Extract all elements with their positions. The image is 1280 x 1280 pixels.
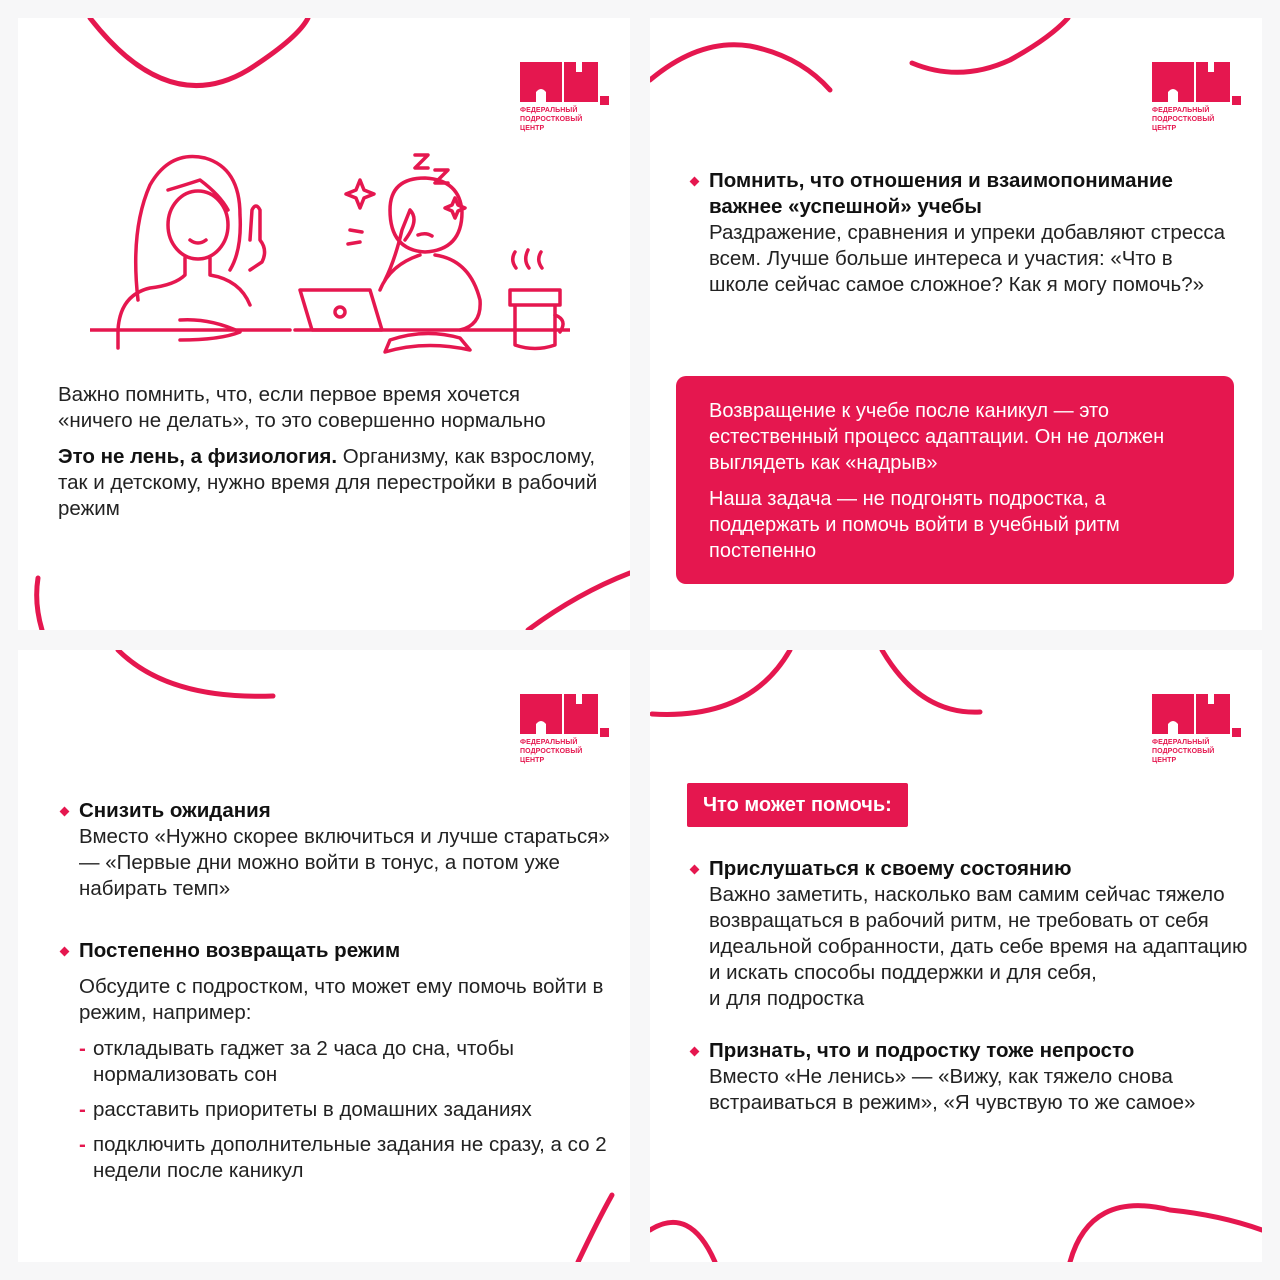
list-item — [688, 1038, 1248, 1116]
callout-paragraph: Наша задача — не подгонять подростка, а поддержать и помочь войти в учебный ритм постепенно — [709, 488, 1120, 562]
tips-list — [688, 168, 1228, 298]
physiology-bold: Это не лень, а физиология. — [58, 445, 338, 468]
intro-paragraph: Важно помнить, что, если первое время хочется «ничего не делать», то это совершенно нормально — [58, 383, 546, 432]
item-title: Помнить, что отношения и взаимопонимание важнее «успешной» учебы — [709, 169, 1173, 218]
item-title: Прислушаться к своему состоянию — [709, 857, 1072, 880]
sub-item-text: откладывать гаджет за 2 часа до сна, чтобы нормализовать сон — [93, 1037, 515, 1086]
slide-4 — [650, 650, 1262, 1262]
list-item — [688, 856, 1248, 1012]
item-body: Вместо «Нужно скорее включиться и лучше стараться» — «Первые дни можно войти в тонус, а потом уже набирать темп» — [79, 825, 610, 900]
bullet-diamond-icon — [60, 947, 70, 957]
item-title: Постепенно возвращать режим — [79, 939, 401, 962]
dash-marker: - — [79, 1098, 86, 1121]
sub-item — [79, 1036, 613, 1088]
dash-marker: - — [79, 1037, 86, 1060]
item-body: Важно заметить, насколько вам самим сейчас тяжело возвращаться в рабочий ритм, не требовать от себя идеальной собранности, дать себе время на адаптацию и искать способы поддержки и для себя, и для подростка — [709, 883, 1248, 1010]
logo — [520, 694, 612, 766]
logo-text: ФЕДЕРАЛЬНЫЙ ПОДРОСТКОВЫЙ ЦЕНТР — [520, 107, 583, 132]
list-item — [58, 798, 613, 902]
list-item — [58, 938, 613, 1184]
logo — [1152, 62, 1244, 134]
bullet-diamond-icon — [690, 865, 700, 875]
item-title: Признать, что и подростку тоже непросто — [709, 1039, 1135, 1062]
physiology-paragraph — [58, 444, 598, 522]
sub-item-text: подключить дополнительные задания не сразу, а со 2 недели после каникул — [93, 1133, 607, 1182]
sub-item — [79, 1097, 613, 1123]
slide-1 — [18, 18, 630, 630]
slide-2 — [650, 18, 1262, 630]
logo-text: ФЕДЕРАЛЬНЫЙ ПОДРОСТКОВЫЙ ЦЕНТР — [520, 739, 583, 764]
key-message-callout — [676, 376, 1234, 584]
tips-list — [58, 798, 613, 1184]
section-heading-chip: Что может помочь: — [687, 783, 908, 827]
parent-and-tired-teen-illustration — [90, 140, 570, 360]
item-body: Обсудите с подростком, что может ему помочь войти в режим, например: — [79, 975, 604, 1024]
slide-3 — [18, 650, 630, 1262]
bullet-diamond-icon — [690, 1047, 700, 1057]
dash-marker: - — [79, 1133, 86, 1156]
logo — [520, 62, 612, 134]
intro-text — [58, 382, 598, 522]
item-body: Раздражение, сравнения и упреки добавляют стресса всем. Лучше больше интереса и участия: «Что в школе сейчас самое сложное? Как я могу помочь?» — [709, 221, 1226, 296]
bullet-diamond-icon — [60, 807, 70, 817]
logo-text: ФЕДЕРАЛЬНЫЙ ПОДРОСТКОВЫЙ ЦЕНТР — [1152, 107, 1215, 132]
item-body: Вместо «Не ленись» — «Вижу, как тяжело снова встраиваться в режим», «Я чувствую то же самое» — [709, 1065, 1196, 1114]
physiology-rest: Организму, как взрослому, так и детскому, нужно время для перестройки в рабочий режим — [58, 445, 598, 520]
callout-paragraph: Возвращение к учебе после каникул — это естественный процесс адаптации. Он не должен выглядеть как «надрыв» — [709, 400, 1165, 474]
item-title: Снизить ожидания — [79, 799, 271, 822]
bullet-diamond-icon — [690, 177, 700, 187]
logo — [1152, 694, 1244, 766]
logo-text: ФЕДЕРАЛЬНЫЙ ПОДРОСТКОВЫЙ ЦЕНТР — [1152, 739, 1215, 764]
tips-list — [688, 856, 1248, 1116]
sub-item — [79, 1132, 613, 1184]
sub-item-text: расставить приоритеты в домашних заданиях — [93, 1098, 532, 1121]
list-item — [688, 168, 1228, 298]
